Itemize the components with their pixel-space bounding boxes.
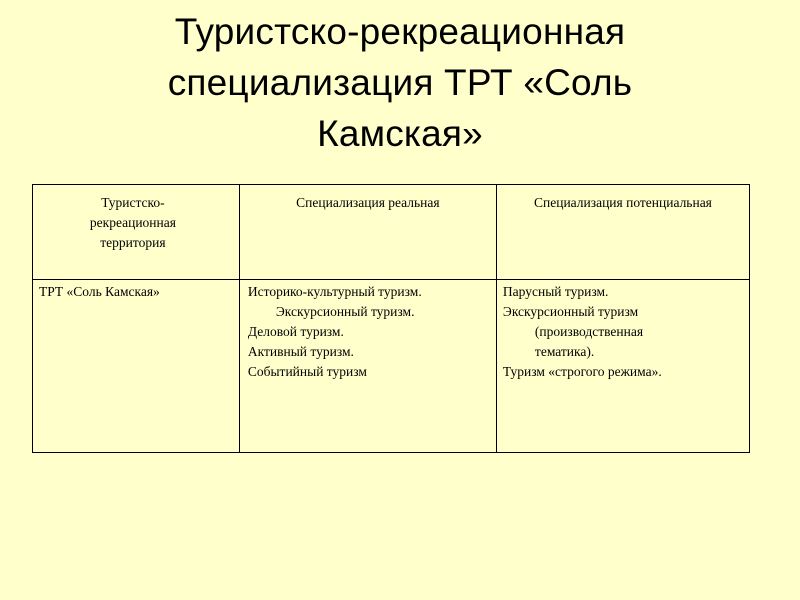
title-line: Туристско-рекреационная [174,11,626,52]
real-item: Событийный туризм [247,364,367,379]
header-territory-line: Туристско- [101,195,165,210]
real-item: Активный туризм. [247,344,354,359]
table-row [33,280,750,453]
header-territory-line: рекреационная [89,215,176,230]
potential-item: Экскурсионный туризм [502,304,639,319]
title-line: Камская» [317,113,483,154]
potential-item: (производственная [534,324,644,339]
slide-title [60,6,740,159]
title-line: специализация ТРТ «Соль [167,62,633,103]
potential-item: Парусный туризм. [502,284,609,299]
real-item: Экскурсионный туризм. [275,304,415,319]
cell-real [239,280,496,453]
specialization-table [32,184,750,453]
header-real: Специализация реальная [239,185,496,280]
real-item: Деловой туризм. [247,324,344,339]
cell-potential [496,280,749,453]
potential-item: тематика). [534,344,595,359]
header-potential: Специализация потенциальная [496,185,749,280]
real-item: Историко-культурный туризм. [247,284,422,299]
header-territory-line: территория [100,235,166,250]
header-territory [33,185,240,280]
potential-item: Туризм «строгого режима». [502,364,662,379]
cell-territory: ТРТ «Соль Камская» [33,280,240,453]
table-header-row [33,185,750,280]
